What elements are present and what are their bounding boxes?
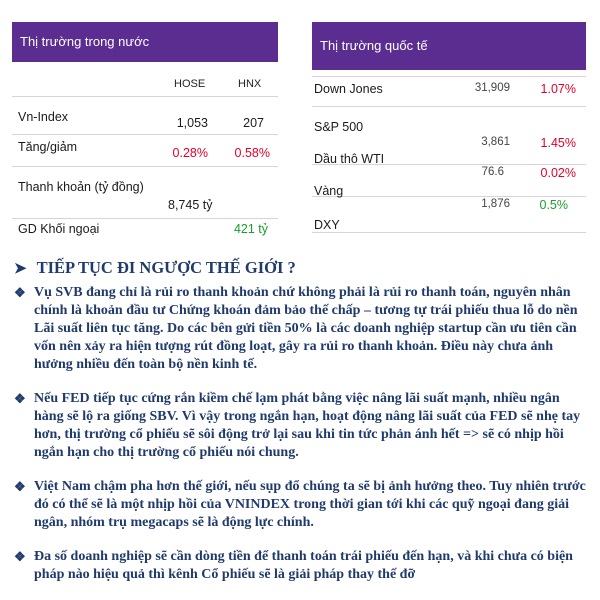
article-body [14,258,590,584]
foreign-hnx-value: 421 tỷ [233,222,268,236]
row-label: S&P 500 [314,120,364,134]
vnindex-hose-value: 1,053 [176,116,208,130]
row-label: Dầu thô WTI [314,152,385,166]
article-heading [14,258,590,278]
bullet-text: Nếu FED tiếp tục cứng rắn kiềm chế lạm phát bằng việc nâng lãi suất mạnh, nhiều ngân hàng sẽ lộ ra giống SBV. Vì vậy trong ngắn hạn, hoạt động nâng lãi suất của FED sẽ nhẹ tay hơn, thị trường cổ phiếu sẽ sôi động trở lại sau khi tin tức phản ánh hết => sẽ có nhịp hồi ngắn hạn cho thị trường cổ phiếu nói chung. [34,391,581,460]
row-change [12,140,278,162]
row-label: DXY [314,218,340,232]
bullet-paragraph [14,284,590,374]
change-hnx-value: 0.58% [234,146,270,160]
change-hose-value: 0.28% [172,146,208,160]
diamond-bullet-icon: ❖ [14,479,26,494]
row-label: Tăng/giảm [18,140,78,154]
bullet-paragraph [14,548,590,584]
row-label: Down Jones [314,82,383,96]
bullet-text: Việt Nam chậm pha hơn thế giới, nếu sụp đổ chúng ta sẽ bị ảnh hưởng theo. Tuy nhiên trước đó có thể sẽ là một nhịp hồi của VNINDEX trong thời gian tới khi các quỹ ngoại đang giải ngân, nhóm trụ megacaps sẽ là động lực chính. [34,479,586,530]
diamond-bullet-icon: ❖ [14,549,26,564]
row-vn-index [12,110,278,132]
dow-change: 1.07% [540,82,576,96]
divider [12,134,278,135]
row-label: Vn-Index [18,110,69,124]
vnindex-hnx-value: 207 [243,116,264,130]
diamond-bullet-icon: ❖ [14,285,26,300]
row-gold [312,184,586,218]
divider [312,76,586,77]
sp500-value: 3,861 [481,136,510,148]
gold-value: 1,876 [481,198,510,210]
diamond-bullet-icon: ❖ [14,391,26,406]
domestic-market-panel [12,22,278,242]
sp500-change: 1.45% [540,136,576,150]
row-dow-jones [312,82,586,104]
row-wti [312,152,586,186]
domestic-panel-title: Thị trường trong nước [12,22,278,62]
row-dxy [312,218,586,238]
divider [12,218,278,219]
gold-change: 0.5% [539,198,568,212]
dow-value: 31,909 [474,82,510,94]
international-market-panel [312,22,586,242]
international-panel-title: Thị trường quốc tế [312,22,586,70]
bullet-paragraph [14,390,590,462]
col-header-hnx: HNX [238,78,262,90]
row-label: Vàng [314,184,344,198]
wti-value: 76.6 [481,166,504,178]
liquidity-hose-value: 8,745 tỷ [168,198,213,212]
row-foreign-trading [12,222,278,242]
bullet-text: Đa số doanh nghiệp sẽ cần dòng tiền để thanh toán trái phiếu đến hạn, và khi chưa có biện pháp nào hiệu quả thì kênh Cổ phiếu sẽ là giải pháp thay thế đỡ [34,549,573,582]
row-sp500 [312,120,586,154]
arrow-right-icon: ➤ [14,260,27,277]
divider [12,166,278,167]
col-header-hose: HOSE [174,78,206,90]
bullet-text: Vụ SVB đang chỉ là rủi ro thanh khoản chứ không phải là rủi ro thanh toán, nguyên nhân chính là khoản đầu tư Chứng khoán đảm bảo thế chấp – tương tự trái phiếu thua lỗ do nền Lãi suất liên tục tăng. Do các bên gửi tiền 50% là các doanh nghiệp startup cần ưu tiên cần vốn nên xảy ra hiện tượng rút đồng loạt, gây ra rủi ro thanh khoản. Điều này chưa ảnh hưởng nhiều đến toàn bộ nền kinh tế. [34,285,578,372]
divider [312,106,586,107]
article-heading-text: TIẾP TỤC ĐI NGƯỢC THẾ GIỚI ? [36,258,296,277]
divider [12,96,278,97]
row-label: GD Khối ngoại [18,222,100,236]
wti-change: 0.02% [540,166,576,180]
row-label: Thanh khoản (tỷ đồng) [18,180,144,194]
row-liquidity [12,180,278,216]
bullet-paragraph [14,478,590,532]
